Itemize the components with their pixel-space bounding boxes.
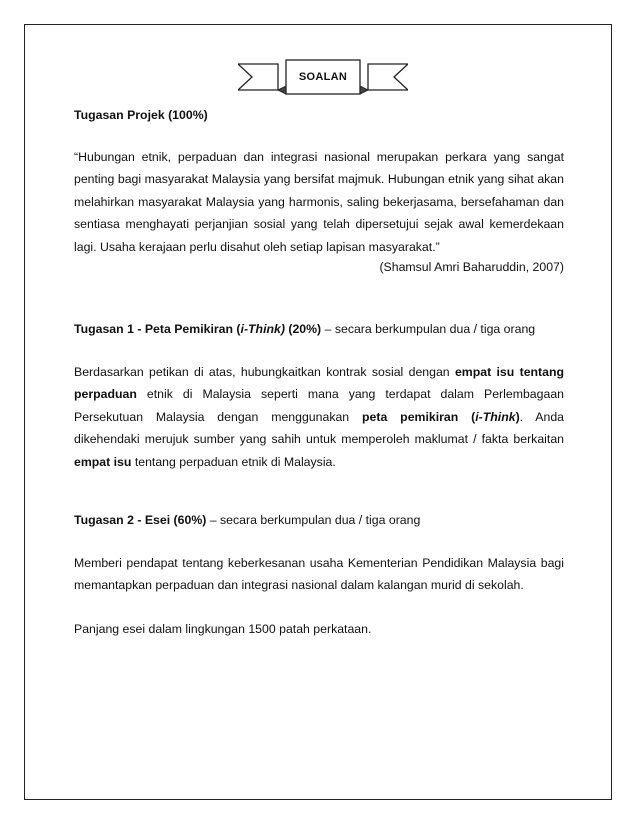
task2-title-bold: Tugasan 2 - Esei (60%) (74, 513, 207, 527)
soalan-banner (238, 56, 408, 96)
quote-citation: (Shamsul Amri Baharuddin, 2007) (379, 260, 564, 274)
task2-body: Memberi pendapat tentang keberkesanan usaha Kementerian Pendidikan Malaysia bagi memantapkan perpaduan dan integrasi nasional dalam kalangan murid di sekolah. (74, 556, 564, 593)
task2-title (74, 509, 564, 531)
task1-body (74, 361, 564, 473)
task2-title-suffix: – secara berkumpulan dua / tiga orang (206, 513, 421, 527)
task1-body-text-4: tentang perpaduan etnik di Malaysia. (131, 454, 336, 469)
task1-title-italic: i-Think) (240, 322, 285, 336)
banner-title: SOALAN (298, 71, 348, 83)
task2-length-note: Panjang esei dalam lingkungan 1500 patah perkataan. (74, 622, 372, 636)
task1-body-text-1: Berdasarkan petikan di atas, hubungkaitkan kontrak sosial dengan (74, 365, 455, 379)
task1-body-text-2: etnik di Malaysia seperti mana yang terdapat dalam Perlembagaan Persekutuan Malaysia dengan menggunakan (74, 387, 564, 424)
task1-body-bold-1: empat isu tentang perpaduan (74, 365, 564, 402)
task1-title-pct: (20%) (284, 322, 322, 336)
task1-title-prefix: Tugasan 1 - Peta Pemikiran ( (74, 322, 241, 336)
task1-title (74, 318, 564, 340)
project-title: Tugasan Projek (100%) (74, 108, 208, 122)
task1-body-bold-italic: i-Think (475, 409, 516, 424)
task1-title-suffix: – secara berkumpulan dua / tiga orang (321, 322, 536, 336)
task1-body-bold-4: empat isu (74, 454, 132, 469)
task1-body-bold-3: ) (515, 409, 520, 424)
task1-body-bold-2: peta pemikiran ( (362, 409, 476, 424)
project-quote: “Hubungan etnik, perpaduan dan integrasi nasional merupakan perkara yang sangat penting bagi masyarakat Malaysia yang bersifat majmuk. Hubungan etnik yang sihat akan melahirkan masyarakat Malaysia yang harmonis, saling bekerjasama, bersefahaman dan sentiasa menghayati perjanjian sosial yang telah dipersetujui sejak awal kemerdekaan lagi. Usaha kerajaan perlu disahut oleh setiap lapisan masyarakat.” (74, 150, 564, 254)
task1-body-text-3: . Anda dikehendaki merujuk sumber yang sahih untuk memperoleh maklumat / fakta berkaitan (74, 409, 564, 447)
